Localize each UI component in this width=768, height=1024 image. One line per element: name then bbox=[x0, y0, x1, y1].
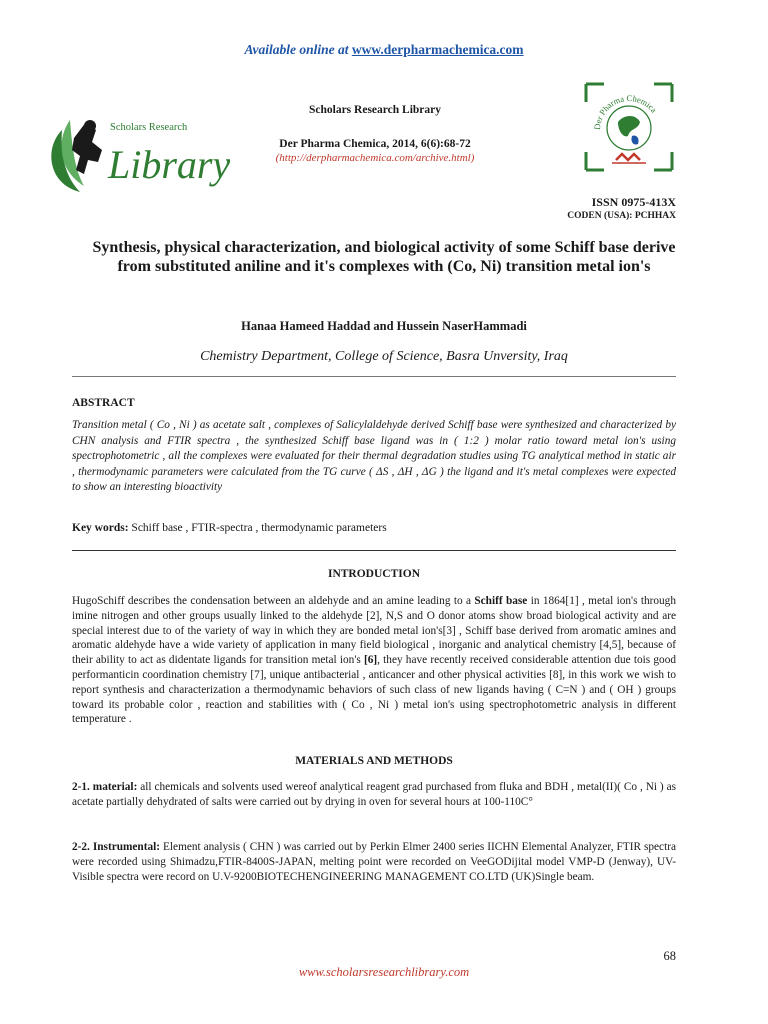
introduction-heading: INTRODUCTION bbox=[327, 568, 420, 580]
journal-citation: Der Pharma Chemica, 2014, 6(6):68-72 bbox=[279, 138, 471, 150]
available-prefix: Available online at bbox=[244, 42, 349, 57]
instrumental-label: 2-2. Instrumental: bbox=[72, 841, 161, 853]
methods-heading: MATERIALS AND METHODS bbox=[295, 755, 453, 767]
keywords-line bbox=[72, 522, 676, 534]
abstract-heading: ABSTRACT bbox=[72, 397, 135, 409]
publisher-name: Scholars Research Library bbox=[308, 104, 442, 116]
library-logo-graphic bbox=[40, 100, 230, 200]
methods-instrumental-paragraph bbox=[72, 840, 676, 884]
logo-right-arc-text: Der Pharma Chemica bbox=[591, 92, 660, 131]
abstract-text: Transition metal ( Co , Ni ) as acetate salt , complexes of Salicylaldehyde derived Schiff base were synthesized and characterized by CHN analysis and FTIR spectra , the synthesized Schiff base ligand was in ( 1:2 ) molar ratio toward metal ion's using spectrophotometric , all the complexes were evaluated for their thermal degradation studies using TG analytical method in static air , thermodynamic parameters were calculated from the TG curve ( ΔS , ΔH , ΔG ) the ligand and it's metal complexes were expected to show an interesting bioactivity bbox=[72, 419, 676, 493]
archive-url[interactable]: (http://derpharmachemica.com/archive.html) bbox=[275, 152, 475, 164]
instrumental-text: Element analysis ( CHN ) was carried out by Perkin Elmer 2400 series IICHN Elemental Analyzer, FTIR spectra were recorded using Shimadzu,FTIR-8400S-JAPAN, melting point were recorded on VeeGODijital model VMP-D (Jenway), UV-Visible spectra were record on U.V-9200BIOTECHENGINEERING MANAGEMENT CO.LTD (UK)Single beam. bbox=[72, 841, 676, 883]
title-divider bbox=[72, 376, 676, 377]
intro-text-start: HugoSchiff describes the condensation between an aldehyde and an amine leading to a bbox=[72, 595, 475, 607]
intro-bold-schiff-base: Schiff base bbox=[474, 595, 528, 607]
introduction-paragraph bbox=[72, 594, 676, 727]
footer-url[interactable]: www.scholarsresearchlibrary.com bbox=[298, 965, 470, 979]
intro-bold-ref-6: [6] bbox=[363, 654, 378, 667]
article-authors: Hanaa Hameed Haddad and Hussein NaserHammadi bbox=[241, 319, 527, 333]
article-title: Synthesis, physical characterization, and biological activity of some Schiff base derive from substituted aniline and it's complexes with (Co, Ni) transition metal ion's bbox=[92, 239, 676, 275]
available-online-line bbox=[0, 42, 768, 58]
keywords-divider bbox=[72, 550, 676, 551]
material-label: 2-1. material: bbox=[72, 781, 138, 793]
keywords-label: Key words: bbox=[72, 522, 129, 534]
keywords-text: Schiff base , FTIR-spectra , thermodynamic parameters bbox=[131, 522, 387, 534]
logo-left-main-text: Library bbox=[108, 142, 230, 187]
journal-website-link[interactable]: www.derpharmachemica.com bbox=[351, 42, 524, 57]
intro-text-mid: in 1864[1] , metal ion's through imine nitrogen and other groups usually linked to the aldehyde [2], N,S and O donor atoms show broad biological activity and are special interest due to of the variety of way in which they are bonded metal ion's[3] , Schiff base derived from aromatic amines and aromatic aldehyde have a wide variety of application in many field biological , inorganic and analytical chemistry [4,5], because of their ability to act as didentate ligands for transition metal ion's bbox=[72, 595, 676, 667]
intro-text-end: , they have recently received considerable attention due tois good performanticin coordination chemistry [7], unique antibacterial , anticancer and other physical activities [8], in this work we wish to report synthesis and characterization a thermodynamic behaviors of such class of new ligands having ( C=N ) and ( OH ) groups toward its probable color , reaction and stabilities with ( Co , Ni ) metal ion's using spectrophotometric analysis in different temperature . bbox=[72, 654, 676, 726]
material-text: all chemicals and solvents used wereof analytical reagent grad purchased from fluka and BDH , metal(II)( Co , Ni ) as acetate partially dehydrated of salts were carried out by drying in oven for several hours at 100-110C° bbox=[72, 781, 676, 808]
logo-left-top-text: Scholars Research bbox=[110, 122, 188, 133]
der-pharma-chemica-logo bbox=[582, 80, 676, 174]
coden: CODEN (USA): PCHHAX bbox=[567, 211, 676, 221]
scholars-research-library-logo bbox=[40, 100, 230, 200]
der-pharma-chemica-logo-graphic bbox=[582, 80, 676, 174]
issn: ISSN 0975-413X bbox=[591, 195, 676, 209]
article-affiliation: Chemistry Department, College of Science, Basra Unversity, Iraq bbox=[200, 349, 568, 364]
methods-material-paragraph bbox=[72, 780, 676, 810]
page-number: 68 bbox=[663, 949, 676, 963]
